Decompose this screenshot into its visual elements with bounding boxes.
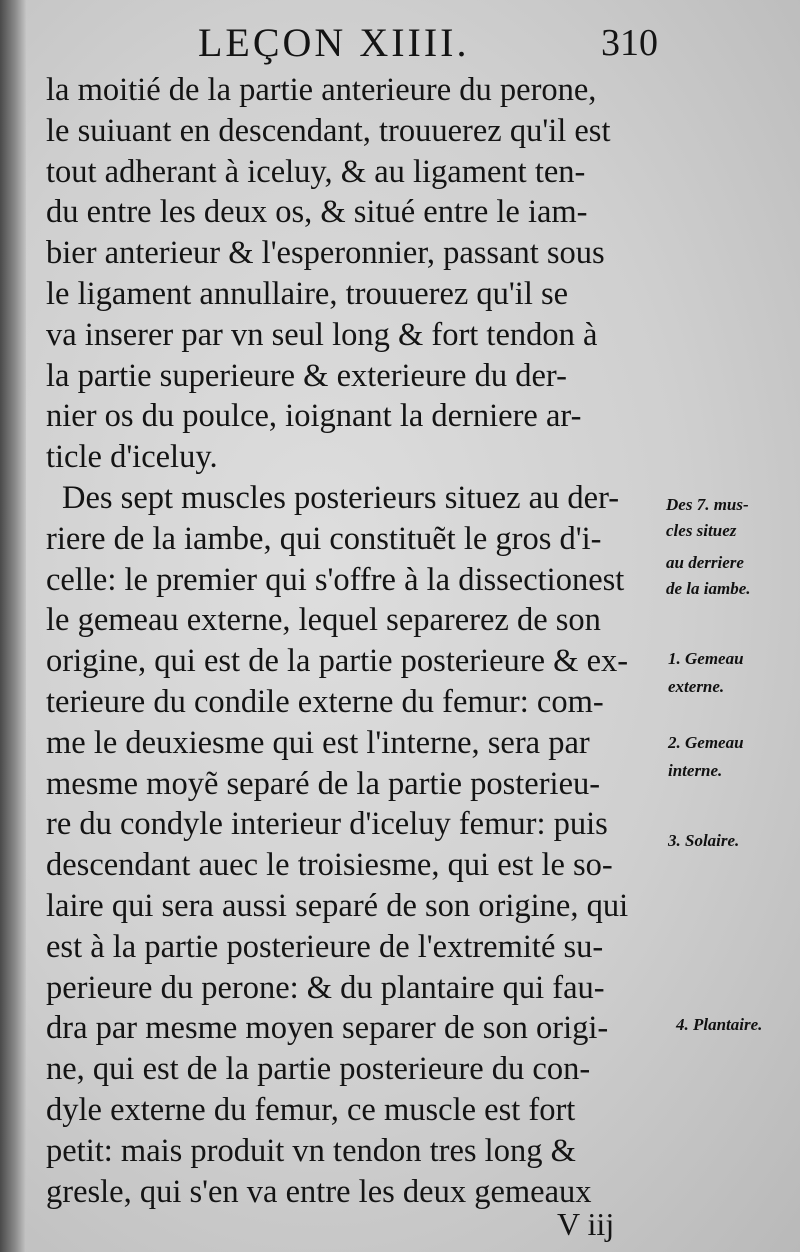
page-number: 310: [601, 22, 658, 64]
text-line: va inserer par vn seul long & fort tendon à: [46, 316, 598, 353]
text-line: terieure du condile externe du femur: com-: [46, 683, 604, 720]
margin-note: 3. Solaire.: [668, 831, 740, 850]
text-line: le ligament annullaire, trouuerez qu'il se: [46, 275, 569, 312]
margin-note: au derriere: [666, 553, 744, 572]
paragraph-start-line: Des sept muscles posterieurs situez au der-: [62, 479, 620, 516]
text-line: le suiuant en descendant, trouuerez qu'il est: [46, 112, 611, 149]
margin-note: 1. Gemeau: [668, 649, 744, 668]
text-line: perieure du perone: & du plantaire qui fau-: [46, 969, 605, 1006]
text-line: bier anterieur & l'esperonnier, passant sous: [46, 235, 605, 272]
margin-note: 4. Plantaire.: [676, 1015, 763, 1034]
margin-note: externe.: [668, 677, 725, 696]
text-line: petit: mais produit vn tendon tres long &: [46, 1132, 576, 1169]
text-line: dyle externe du femur, ce muscle est fort: [46, 1091, 576, 1128]
text-line: ne, qui est de la partie posterieure du con-: [46, 1051, 591, 1088]
signature-mark: V iij: [557, 1206, 615, 1242]
margin-note: cles situez: [666, 521, 737, 540]
margin-note: interne.: [668, 761, 723, 780]
text-line: origine, qui est de la partie posterieure & ex-: [46, 643, 629, 680]
text-line: la moitié de la partie anterieure du perone,: [46, 72, 597, 108]
text-line: laire qui sera aussi separé de son origine, qui: [46, 887, 629, 924]
text-line: mesme moyẽ separé de la partie posterieu-: [46, 765, 601, 802]
text-line: descendant auec le troisiesme, qui est le so-: [46, 847, 613, 884]
text-line: nier os du poulce, ioignant la derniere ar-: [46, 398, 582, 435]
text-line: celle: le premier qui s'offre à la dissectionest: [46, 561, 625, 598]
body-text: [46, 70, 658, 1212]
text-line: la partie superieure & exterieure du der-: [46, 357, 567, 394]
text-line: gresle, qui s'en va entre les deux gemeaux: [46, 1173, 592, 1210]
margin-note: Des 7. mus-: [666, 495, 749, 514]
text-line: du entre les deux os, & situé entre le iam-: [46, 194, 588, 231]
running-header: [198, 18, 658, 68]
text-line: est à la partie posterieure de l'extremité su-: [46, 928, 604, 965]
text-line: ticle d'iceluy.: [46, 439, 218, 476]
text-line: riere de la iambe, qui constituẽt le gros d'i-: [46, 520, 602, 557]
margin-note: de la iambe.: [666, 579, 751, 598]
text-line: dra par mesme moyen separer de son origi-: [46, 1010, 609, 1047]
text-line: le gemeau externe, lequel separerez de son: [46, 602, 601, 639]
text-line: re du condyle interieur d'iceluy femur: puis: [46, 806, 608, 843]
text-line: tout adherant à iceluy, & au ligament ten-: [46, 153, 586, 190]
margin-note: 2. Gemeau: [668, 733, 744, 752]
text-line: me le deuxiesme qui est l'interne, sera par: [46, 724, 590, 761]
lesson-title: LEÇON XIIII.: [198, 20, 470, 65]
page-gutter-shadow: [0, 0, 26, 1252]
